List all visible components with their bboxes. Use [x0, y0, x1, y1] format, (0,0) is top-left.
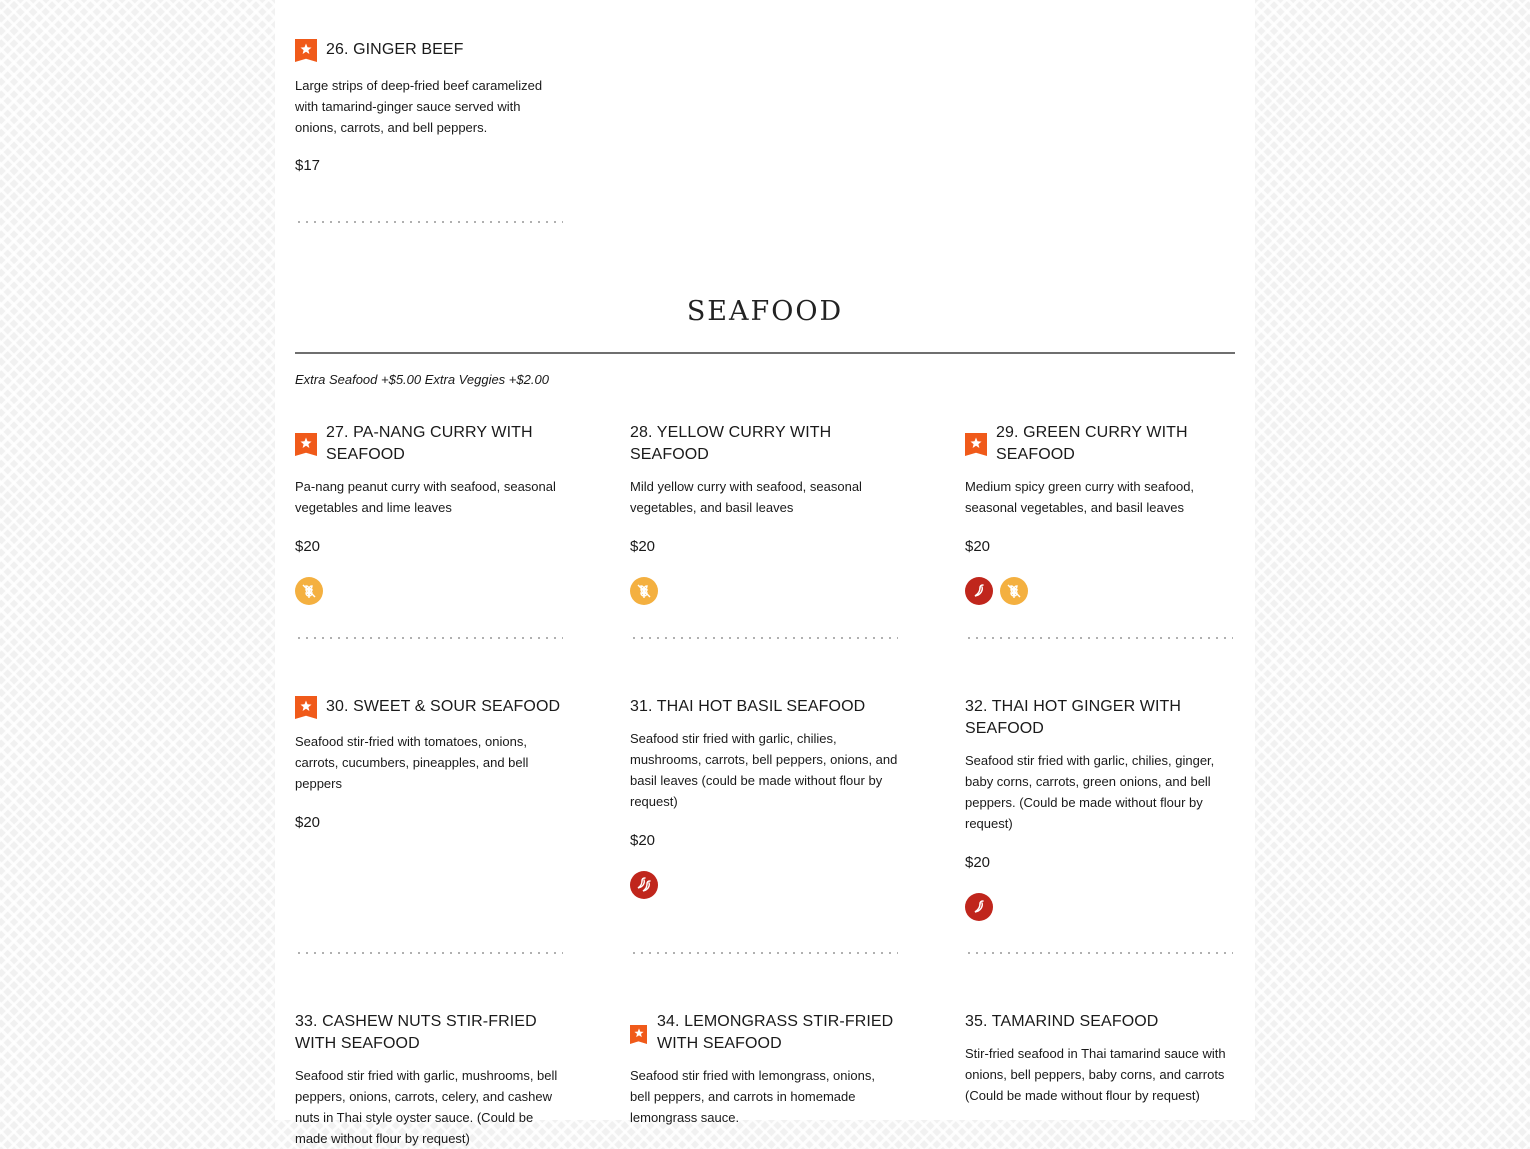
menu-item-description: Seafood stir fried with garlic, chilies, mushrooms, carrots, bell peppers, onions, and basil leaves (could be made without flour by request) — [630, 731, 898, 809]
dietary-icons — [630, 871, 898, 899]
menu-item-header — [295, 1011, 563, 1055]
dietary-icons — [295, 577, 563, 605]
menu-item-description: Seafood stir fried with garlic, mushrooms, bell peppers, onions, carrots, celery, and cashew nuts in Thai style oyster sauce. (Could be made without flour by request) — [295, 1068, 558, 1146]
dietary-icons — [630, 577, 898, 605]
item-divider — [630, 952, 898, 954]
section-divider — [295, 352, 1235, 354]
menu-item-title: 27. PA-NANG CURRY WITH SEAFOOD — [326, 424, 533, 463]
menu-item-title: 33. CASHEW NUTS STIR-FRIED WITH SEAFOOD — [295, 1013, 537, 1052]
item-divider — [630, 637, 898, 639]
menu-item-34 — [630, 1011, 898, 1128]
menu-item-29 — [965, 422, 1233, 605]
menu-item-32 — [965, 696, 1233, 921]
menu-item-title: 28. YELLOW CURRY WITH SEAFOOD — [630, 424, 832, 463]
featured-star-icon — [965, 433, 987, 456]
featured-star-icon — [295, 696, 317, 719]
menu-item-description: Mild yellow curry with seafood, seasonal vegetables, and basil leaves — [630, 479, 862, 515]
menu-item-price: $20 — [965, 538, 991, 555]
menu-item-header — [630, 422, 898, 466]
menu-item-header — [295, 422, 563, 466]
menu-item-title: 35. TAMARIND SEAFOOD — [965, 1013, 1159, 1030]
menu-item-price: $20 — [295, 538, 321, 555]
dietary-icons — [965, 893, 1233, 921]
menu-item-title: 30. SWEET & SOUR SEAFOOD — [326, 698, 561, 715]
menu-page — [275, 0, 1255, 1146]
featured-star-icon — [295, 39, 317, 62]
menu-item-title: 29. GREEN CURRY WITH SEAFOOD — [996, 424, 1188, 463]
menu-item-description: Seafood stir fried with garlic, chilies, ginger, baby corns, carrots, green onions, and bell peppers. (Could be made without flour by request) — [965, 753, 1215, 831]
gluten-free-icon — [1000, 577, 1028, 605]
dietary-icons — [965, 577, 1233, 605]
menu-item-33 — [295, 1011, 563, 1149]
menu-item-header — [630, 1011, 898, 1055]
menu-item-35 — [965, 1011, 1233, 1106]
section-note: Extra Seafood +$5.00 Extra Veggies +$2.00 — [295, 372, 549, 387]
chili-pepper-icon — [965, 577, 993, 605]
menu-item-description: Seafood stir-fried with tomatoes, onions, carrots, cucumbers, pineapples, and bell peppers — [295, 734, 529, 791]
menu-item-31 — [630, 696, 898, 899]
gluten-free-icon — [630, 577, 658, 605]
menu-item-description: Stir-fried seafood in Thai tamarind sauce with onions, bell peppers, baby corns, and carrots (Could be made without flour by request) — [965, 1046, 1226, 1103]
menu-item-description: Seafood stir fried with lemongrass, onions, bell peppers, and carrots in homemade lemongrass sauce. — [630, 1068, 875, 1125]
menu-item-price: $20 — [630, 832, 656, 849]
menu-item-description: Medium spicy green curry with seafood, seasonal vegetables, and basil leaves — [965, 479, 1195, 515]
menu-item-26 — [295, 39, 563, 174]
menu-item-header — [295, 696, 563, 719]
menu-item-price: $17 — [295, 157, 321, 174]
gluten-free-icon — [295, 577, 323, 605]
menu-item-header — [965, 422, 1233, 466]
menu-item-30 — [295, 696, 563, 831]
menu-item-header — [965, 1011, 1233, 1033]
menu-item-title: 32. THAI HOT GINGER WITH SEAFOOD — [965, 698, 1182, 737]
section-title: SEAFOOD — [686, 296, 844, 327]
menu-item-28 — [630, 422, 898, 605]
menu-item-title: 34. LEMONGRASS STIR-FRIED WITH SEAFOOD — [657, 1013, 894, 1052]
item-divider — [295, 637, 563, 639]
menu-item-title: 26. GINGER BEEF — [326, 41, 464, 58]
menu-item-price: $20 — [965, 854, 991, 871]
double-chili-icon — [630, 871, 658, 899]
menu-item-description: Pa-nang peanut curry with seafood, seasonal vegetables and lime leaves — [295, 479, 556, 515]
menu-item-price: $20 — [630, 538, 656, 555]
menu-item-header — [965, 696, 1233, 740]
featured-star-icon — [630, 1025, 647, 1044]
item-divider — [295, 221, 563, 223]
item-divider — [965, 637, 1233, 639]
menu-item-header — [295, 39, 563, 62]
chili-pepper-icon — [965, 893, 993, 921]
featured-star-icon — [295, 433, 317, 456]
menu-item-header — [630, 696, 898, 718]
item-divider — [295, 952, 563, 954]
menu-item-description: Large strips of deep-fried beef caramelized with tamarind-ginger sauce served with onions, carrots, and bell peppers. — [295, 78, 543, 135]
menu-item-title: 31. THAI HOT BASIL SEAFOOD — [630, 698, 866, 715]
menu-item-price: $20 — [295, 814, 321, 831]
item-divider — [965, 952, 1233, 954]
menu-item-27 — [295, 422, 563, 605]
